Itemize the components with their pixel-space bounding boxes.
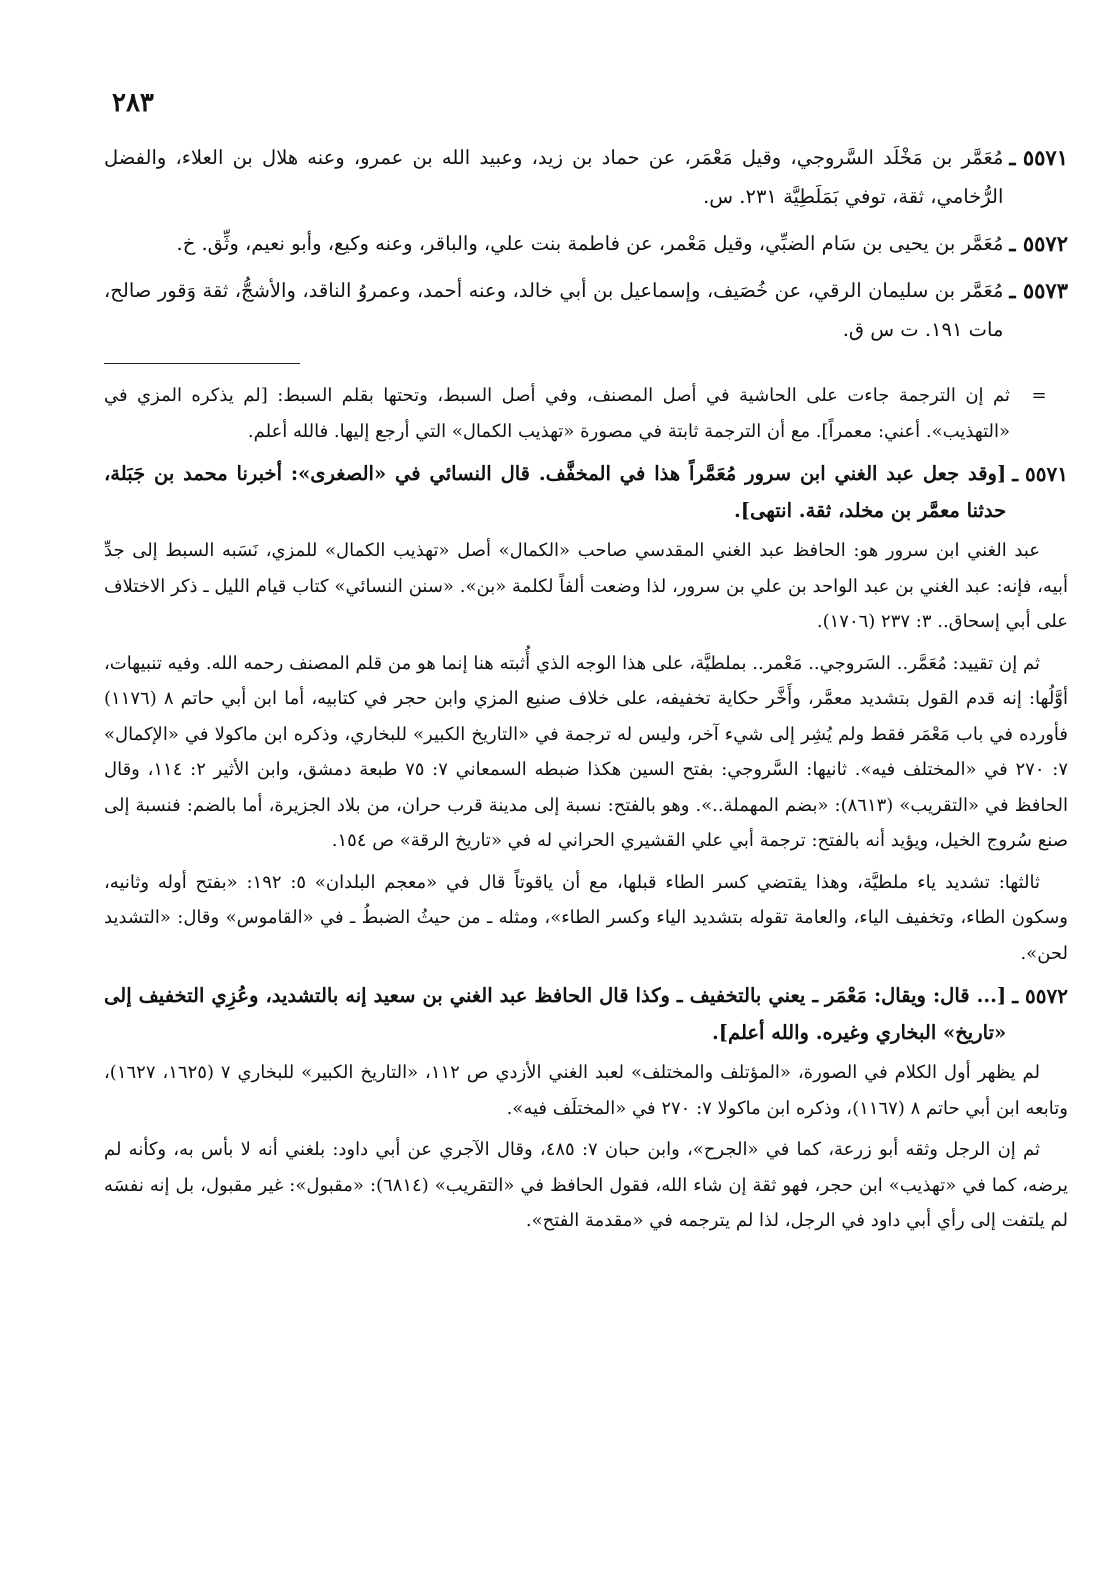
entry-5571 bbox=[104, 138, 1068, 216]
note-paragraph: عبد الغني ابن سرور هو: الحافظ عبد الغني المقدسي صاحب «الكمال» أصل «تهذيب الكمال» للمزي، نَسَبه السبط إلى جدِّ أبيه، فإنه: عبد الغني بن عبد الواحد بن علي بن سرور، لذا وضعت ألفاً لكلمة «بن». «سنن النسائي» كتاب قيام الليل ـ ذكر الاختلاف على أبي إسحاق.. ٣: ٢٣٧ (١٧٠٦). bbox=[104, 540, 1068, 632]
note-5571 bbox=[104, 455, 1068, 529]
note-paragraph: ثالثها: تشديد ياء ملطيَّة، وهذا يقتضي كسر الطاء قبلها، مع أن ياقوتاً قال في «معجم البلدان» ٥: ١٩٢: «بفتح أوله وثانيه، وسكون الطاء، وتخفيف الياء، والعامة تقوله بتشديد الياء وكسر الطاء»، ومثله ـ من حيثُ الضبطُ ـ في «القاموس» وقال: «التشديد لحن». bbox=[104, 871, 1068, 964]
note-paragraph: ثم إن الرجل وثقه أبو زرعة، كما في «الجرح»، وابن حبان ٧: ٤٨٥، وقال الآجري عن أبي داود: بلغني أنه لا بأس به، وكأنه لم يرضه، كما في «تهذيب» ابن حجر، فهو ثقة إن شاء الله، فقول الحافظ في «التقريب» (٦٨١٤): «مقبول»: غير مقبول، بل إنه نفسَه لم يلتفت إلى رأي أبي داود في الرجل، لذا لم يترجمه في «مقدمة الفتح». bbox=[104, 1139, 1068, 1231]
entry-5573 bbox=[104, 271, 1068, 349]
continuation-text: ثم إن الترجمة جاءت على الحاشية في أصل المصنف، وفي أصل السبط، وتحتها بقلم السبط: [لم يذكره المزي في «التهذيب». أعني: معمراً]. مع أن الترجمة ثابتة في مصورة «تهذيب الكمال» التي أرجع إليها. فالله أعلم. bbox=[104, 385, 1010, 442]
entry-text: مُعَمَّر بن يحيى بن سَام الضبِّي، وقيل مَعْمر، عن فاطمة بنت علي، والباقر، وعنه وكيع، وأبو نعيم، وثِّق. خ. bbox=[176, 232, 1004, 255]
continuation-mark: = bbox=[1031, 385, 1047, 406]
note-paragraph: لم يظهر أول الكلام في الصورة، «المؤتلف والمختلف» لعبد الغني الأزدي ص ١١٢، «التاريخ الكبير» للبخاري ٧ (١٦٢٥، ١٦٢٧)، وتابعه ابن أبي حاتم ٨ (١١٦٧)، وذكره ابن ماكولا ٧: ٢٧٠ في «المختلَف فيه». bbox=[104, 1062, 1068, 1119]
note-number: ٥٥٧٢ ـ bbox=[1012, 984, 1068, 1008]
footnote-divider bbox=[104, 363, 300, 364]
page-number: ٢٨٣ bbox=[112, 88, 154, 118]
entry-text: مُعَمَّر بن مَخْلَد السَّروجي، وقيل مَعْمَر، عن حماد بن زيد، وعبيد الله بن عمرو، وعنه هلال بن العلاء، والفضل الرُّخامي، ثقة، توفي بَمَلَطِيَّة ٢٣١. س. bbox=[104, 146, 1004, 208]
entry-number: ٥٥٧٣ ـ bbox=[1009, 278, 1068, 303]
note-number: ٥٥٧١ ـ bbox=[1012, 462, 1068, 486]
entry-number: ٥٥٧٢ ـ bbox=[1009, 231, 1068, 256]
note-paragraph: ثم إن تقييد: مُعَمَّر.. السَروجي.. مَعْمر.. بملطيَّة، على هذا الوجه الذي أُثبته هنا إنما هو من قلم المصنف رحمه الله. وفيه تنبيهات، أوَّلُها: إنه قدم القول بتشديد معمَّر، وأَخَّر حكاية تخفيفه، على خلاف صنيع المزي وابن حجر في كتابيه، أما ابن أبي حاتم ٨ (١١٧٦) فأورده في باب مَعْمَر فقط ولم يُشِر إلى شيء آخر، وليس له ترجمة في «التاريخ الكبير» للبخاري، وذكره ابن ماكولا في «الإكمال» ٧: ٢٧٠ في «المختلف فيه». ثانيها: السَّروجي: بفتح السين هكذا ضبطه السمعاني ٧: ٧٥ طبعة دمشق، وابن الأثير ٢: ١١٤، وقال الحافظ في «التقريب» (٨٦١٣): «بضم المهملة..». وهو بالفتح: نسبة إلى مدينة قرب حران، من بلاد الجزيرة، أما بالضم: فنسبة إلى صنع سُروج الخيل، ويؤيد أنه بالفتح: ترجمة أبي علي القشيري الحراني له في «تاريخ الرقة» ص ١٥٤. bbox=[104, 652, 1068, 851]
entry-number: ٥٥٧١ ـ bbox=[1009, 145, 1068, 170]
entry-5572 bbox=[104, 224, 1068, 263]
footnote-continuation bbox=[104, 378, 1068, 449]
note-heading: [... قال: ويقال: مَعْمَر ـ يعني بالتخفيف ـ وكذا قال الحافظ عبد الغني بن سعيد إنه بالتشديد، وعُزِي التخفيف إلى «تاريخ» البخاري وغيره. والله أعلم]. bbox=[104, 984, 1007, 1044]
entry-text: مُعَمَّر بن سليمان الرقي، عن خُصَيف، وإسماعيل بن أبي خالد، وعنه أحمد، وعمروُ الناقد، والأشجُّ، ثقة وَقور صالح، مات ١٩١. ت س ق. bbox=[104, 279, 1004, 341]
note-heading: [وقد جعل عبد الغني ابن سرور مُعَمَّراً هذا في المخفَّف. قال النسائي في «الصغرى»: أخبرنا محمد بن جَبَلة، حدثنا معمَّر بن مخلد، ثقة. انتهى]. bbox=[104, 462, 1007, 522]
page-content bbox=[104, 138, 1068, 1245]
note-5572 bbox=[104, 977, 1068, 1051]
